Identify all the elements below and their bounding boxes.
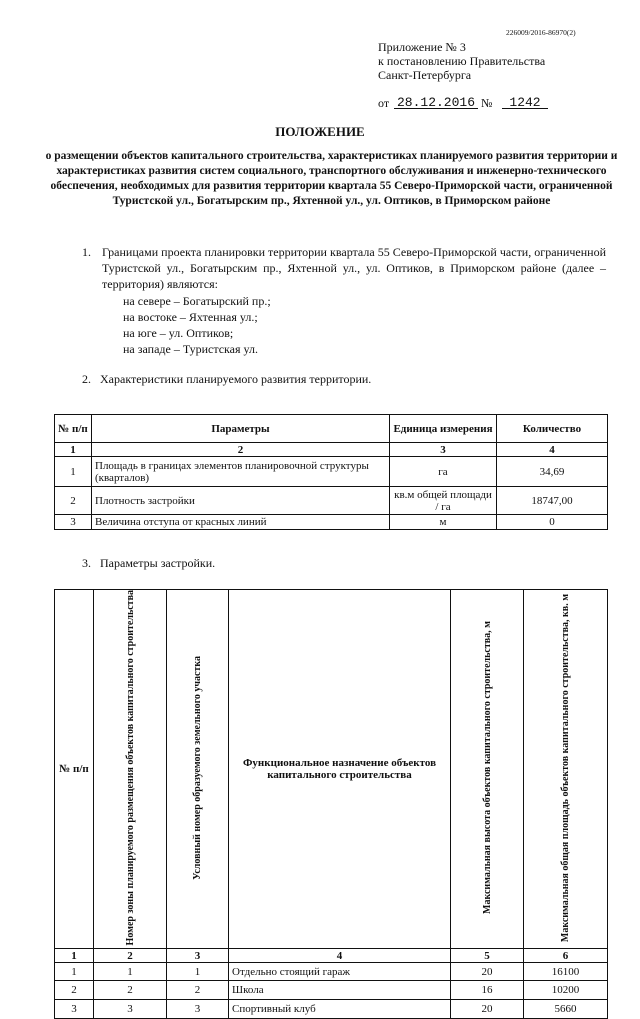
cell-function: Отдельно стоящий гараж — [229, 963, 451, 981]
col-header-plot — [167, 590, 229, 949]
col-header-height — [451, 590, 524, 949]
cell-plot: 3 — [167, 1000, 229, 1019]
building-params-table — [54, 589, 608, 1019]
table-row — [55, 1000, 608, 1019]
section-2-heading: 2. Характеристики планируемого развития территории. — [82, 372, 372, 386]
section-1-text: Границами проекта планировки территории квартала 55 Северо-Приморской части, ограниченной Туристской ул., Богатырским пр., Яхтенной ул., ул. Оптиков, в Приморском районе (далее – территория) являются: — [102, 245, 606, 291]
cell-no: 1 — [55, 457, 92, 487]
index-cell: 2 — [94, 949, 167, 963]
area-header-text: Максимальная общая площадь объектов капитального строительства, кв. м — [560, 593, 571, 942]
boundary-south: на юге – ул. Оптиков; — [123, 326, 234, 340]
index-cell: 3 — [167, 949, 229, 963]
cell-param: Плотность застройки — [92, 487, 390, 515]
index-cell: 1 — [55, 443, 92, 457]
cell-no: 2 — [55, 487, 92, 515]
table-row — [55, 457, 608, 487]
cell-qty: 18747,00 — [497, 487, 608, 515]
cell-qty: 34,69 — [497, 457, 608, 487]
col-header-no: № п/п — [55, 590, 94, 949]
col-header-no: № п/п — [55, 415, 92, 443]
approval-line-1: Приложение № 3 — [378, 40, 466, 54]
plot-header-text: Условный номер образуемого земельного участка — [192, 655, 203, 880]
cell-no: 3 — [55, 515, 92, 530]
number-sign: № — [481, 96, 493, 110]
cell-param: Площадь в границах элементов планировочной структуры (кварталов) — [92, 457, 390, 487]
index-cell: 6 — [524, 949, 608, 963]
col-header-function: Функциональное назначение объектов капитального строительства — [229, 590, 451, 949]
boundary-east: на востоке – Яхтенная ул.; — [123, 310, 258, 324]
col-header-unit: Единица измерения — [390, 415, 497, 443]
index-row — [55, 949, 608, 963]
index-cell: 3 — [390, 443, 497, 457]
col-header-zone — [94, 590, 167, 949]
index-row — [55, 443, 608, 457]
ot-label: от — [378, 96, 390, 110]
cell-unit: га — [390, 457, 497, 487]
cell-height: 20 — [451, 963, 524, 981]
section-3-heading: 3. Параметры застройки. — [82, 556, 216, 570]
document-number: 226009/2016-86970(2) — [506, 28, 576, 37]
approval-line-3: Санкт-Петербурга — [378, 68, 472, 82]
index-cell: 4 — [497, 443, 608, 457]
boundary-west: на западе – Туристская ул. — [123, 342, 258, 356]
cell-unit: м — [390, 515, 497, 530]
col-header-qty: Количество — [497, 415, 608, 443]
index-cell: 4 — [229, 949, 451, 963]
cell-area: 10200 — [524, 981, 608, 1000]
approval-block — [378, 40, 545, 82]
cell-height: 16 — [451, 981, 524, 1000]
cell-function: Спортивный клуб — [229, 1000, 451, 1019]
approval-line-2: к постановлению Правительства — [378, 54, 546, 68]
section-1 — [82, 244, 606, 292]
cell-unit: кв.м общей площади / га — [390, 487, 497, 515]
table-row — [55, 963, 608, 981]
cell-no: 2 — [55, 981, 94, 1000]
cell-plot: 2 — [167, 981, 229, 1000]
boundary-north: на севере – Богатырский пр.; — [123, 294, 271, 308]
cell-no: 1 — [55, 963, 94, 981]
index-cell: 5 — [451, 949, 524, 963]
characteristics-table — [54, 414, 608, 530]
document-title: ПОЛОЖЕНИЕ — [275, 124, 365, 139]
index-cell: 2 — [92, 443, 390, 457]
approval-date-number — [378, 93, 568, 111]
col-header-params: Параметры — [92, 415, 390, 443]
cell-function: Школа — [229, 981, 451, 1000]
zone-header-text: Номер зоны планируемого размещения объектов капитального строительства — [124, 590, 136, 946]
cell-qty: 0 — [497, 515, 608, 530]
cell-zone: 1 — [94, 963, 167, 981]
cell-height: 20 — [451, 1000, 524, 1019]
cell-no: 3 — [55, 1000, 94, 1019]
index-cell: 1 — [55, 949, 94, 963]
cell-plot: 1 — [167, 963, 229, 981]
cell-zone: 2 — [94, 981, 167, 1000]
document-subtitle: о размещении объектов капитального строительства, характеристиках планируемого развития территории и характеристиках развития систем социального, транспортного обслуживания и инженерно-технического обеспечения, необходимых для развития территории квартала 55 Северо-Приморской части, ограниченной Туристской ул., Богатырским пр., Яхтенной ул., ул. Оптиков, в Приморском районе — [45, 150, 618, 207]
cell-zone: 3 — [94, 1000, 167, 1019]
boundary-list — [123, 293, 271, 357]
col-header-area — [524, 590, 608, 949]
table-row — [55, 515, 608, 530]
approval-date: 28.12.2016 — [394, 95, 478, 109]
cell-area: 16100 — [524, 963, 608, 981]
table-row — [55, 981, 608, 1000]
section-1-number: 1. — [82, 245, 91, 259]
cell-area: 5660 — [524, 1000, 608, 1019]
table-row — [55, 487, 608, 515]
height-header-text: Максимальная высота объектов капитального строительства, м — [481, 621, 493, 915]
approval-number: 1242 — [502, 95, 548, 109]
cell-param: Величина отступа от красных линий — [92, 515, 390, 530]
